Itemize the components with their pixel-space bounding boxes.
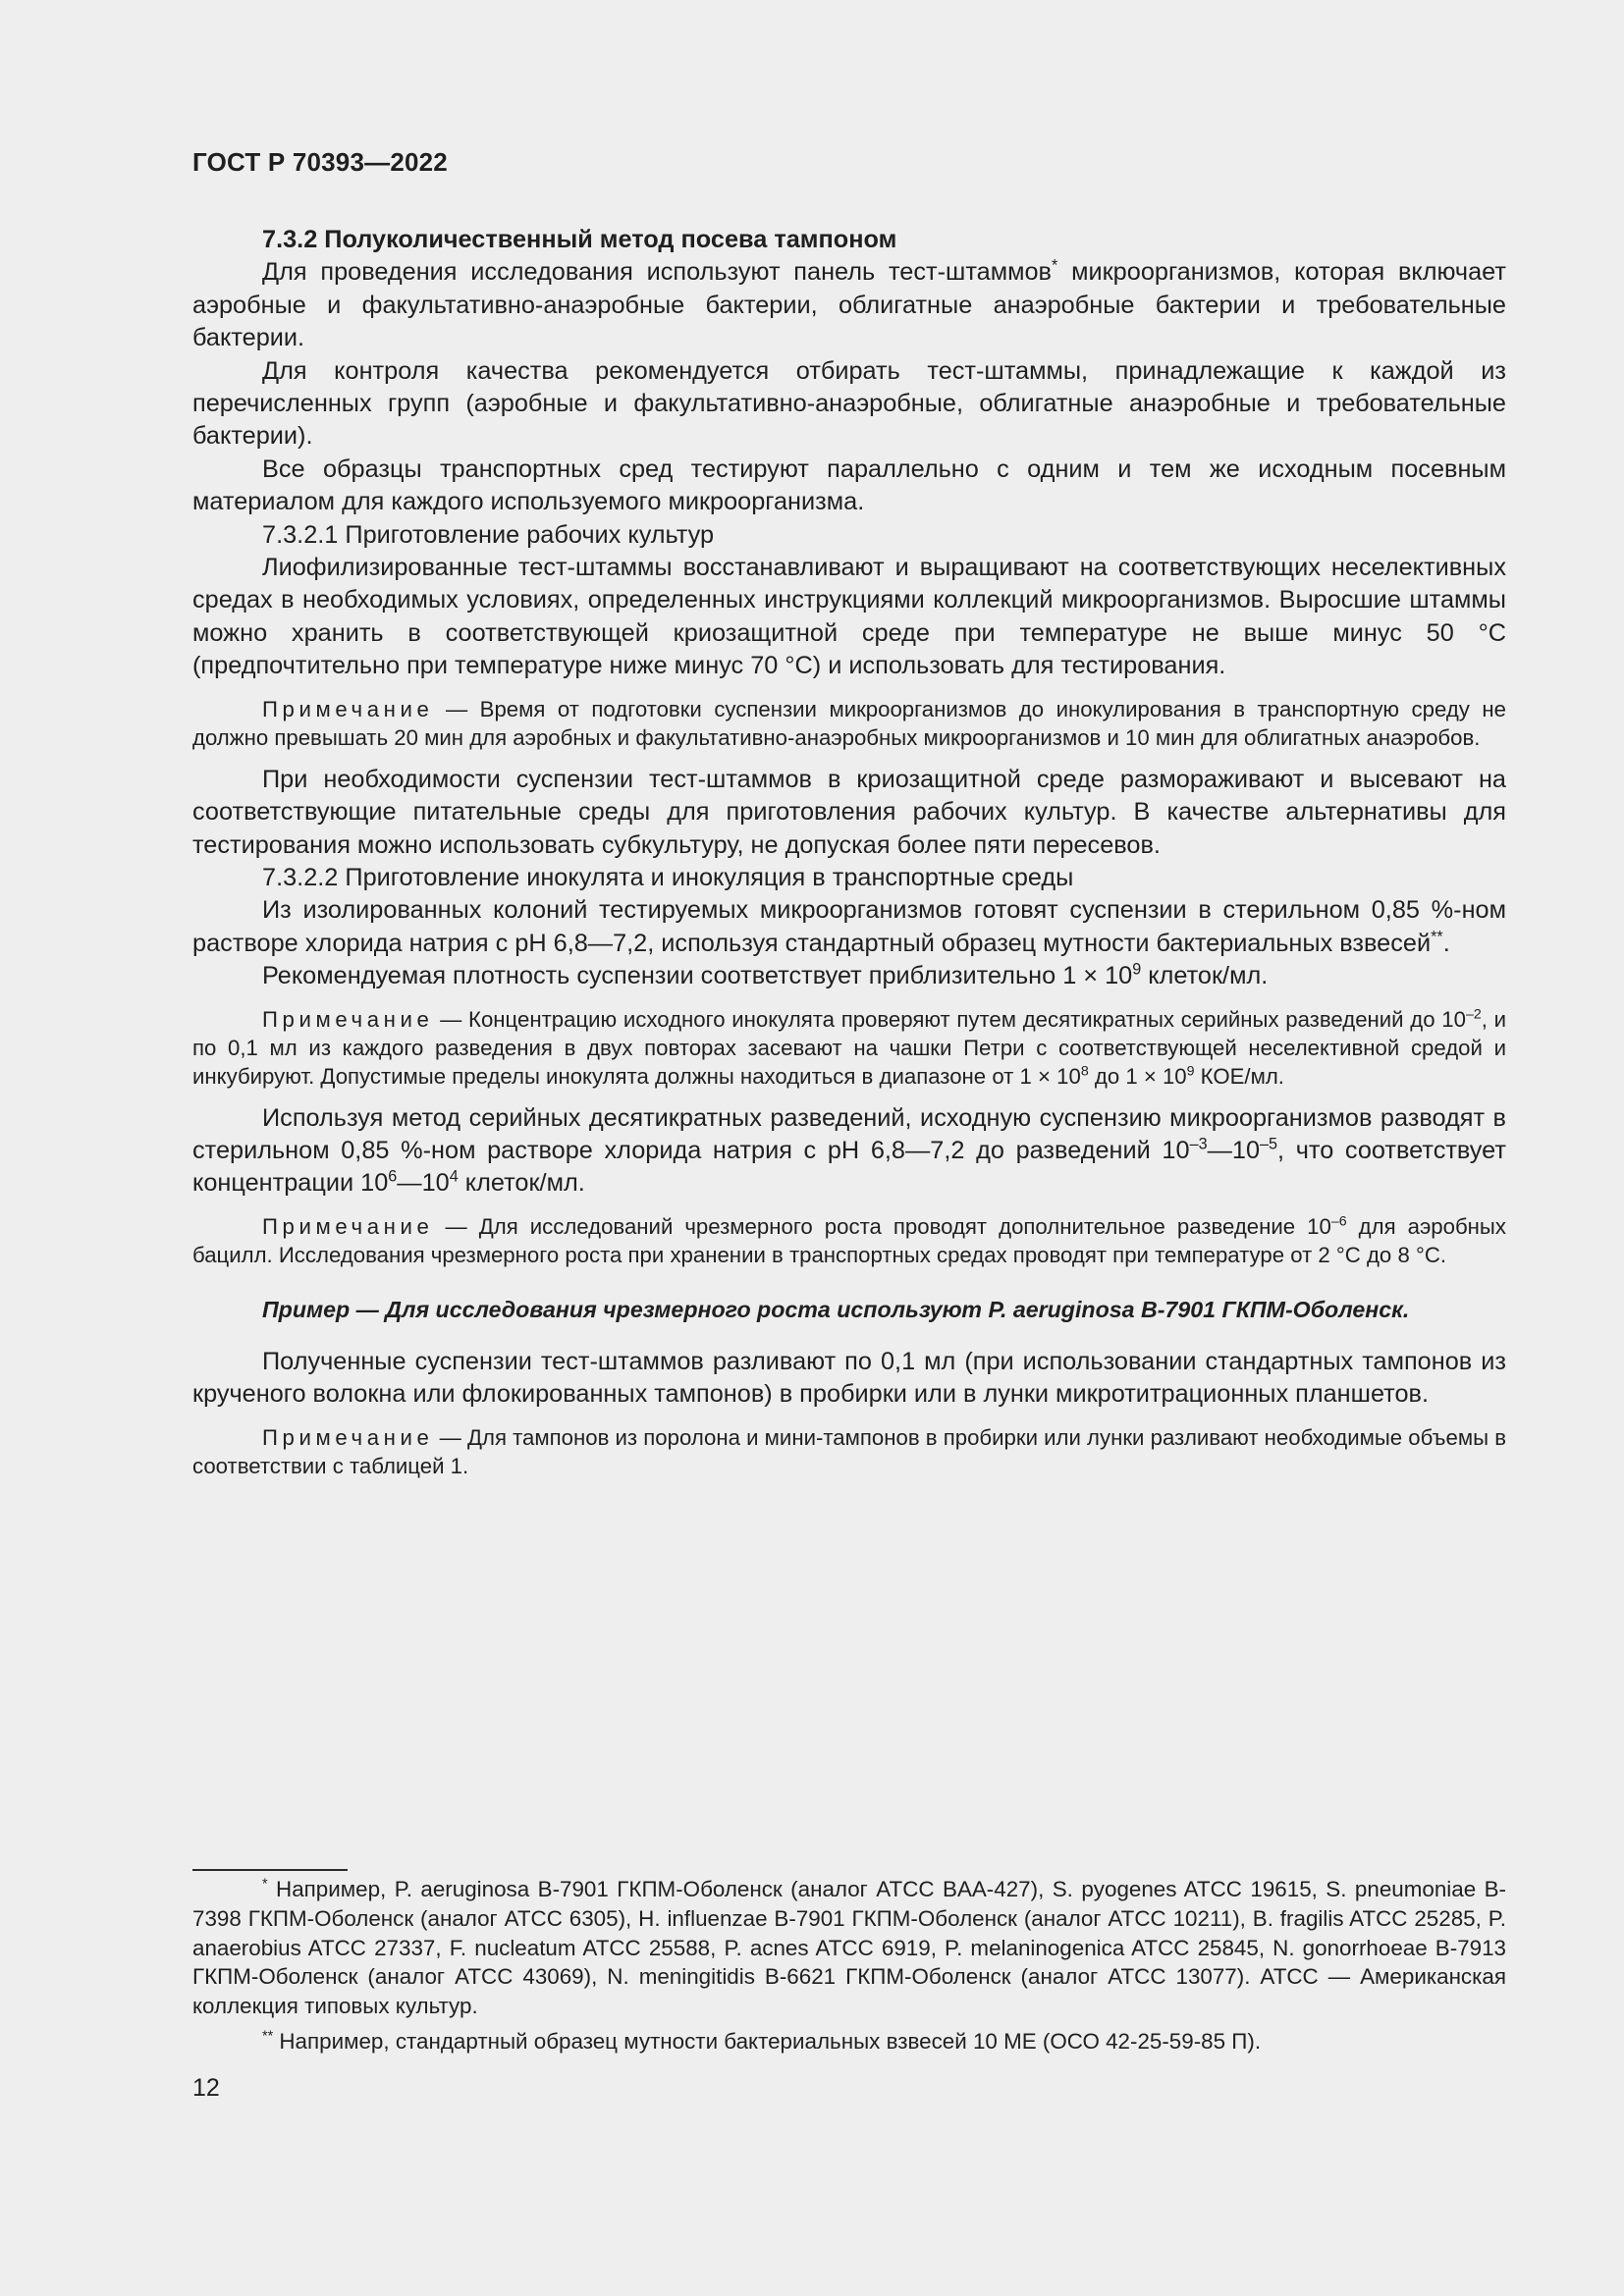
page-number: 12	[192, 2074, 220, 2102]
note-label: Примечание	[262, 696, 434, 721]
example: Пример — Для исследования чрезмерного роста используют P. aeruginosa B-7901 ГКПМ-Оболенск.	[262, 1296, 1410, 1322]
paragraph: Используя метод серийных десятикратных разведений, исходную суспензию микроорганизмов разводят в стерильном 0,85 %-ном растворе хлорида натрия с рН 6,8—7,2 до разведений $10^{-3}—10^{-5}$, что соответствует концентрации $10^6—10^4$ клеток/мл.	[192, 1103, 1506, 1198]
section-title: 7.3.2 Полуколичественный метод посева тампоном	[262, 226, 897, 253]
footnote-ref: *	[1052, 256, 1058, 275]
note: Примечание — Для тампонов из поролона и мини-тампонов в пробирки или лунки разливают необходимые объемы в соответствии с таблицей 1.	[192, 1424, 1506, 1478]
paragraph: Для контроля качества рекомендуется отбирать тест-штаммы, принадлежащие к каждой из перечисленных групп (аэробные и факультативно-анаэробные, облигатные анаэробные и требовательные бактерии).	[192, 356, 1506, 451]
footnotes	[192, 1869, 1506, 2056]
footnote-mark: *	[262, 1876, 268, 1893]
note-label: Примечание	[262, 1006, 434, 1032]
subsection-title: 7.3.2.2 Приготовление инокулята и инокуляция в транспортные среды	[262, 863, 1074, 891]
paragraph: Рекомендуемая плотность суспензии соответствует приблизительно $1 \times 10^9$ клеток/мл.	[262, 960, 1269, 990]
subsection-title: 7.3.2.1 Приготовление рабочих культур	[262, 520, 715, 549]
note-label: Примечание	[262, 1213, 434, 1239]
footnote-ref: **	[1431, 928, 1443, 946]
paragraph: Из изолированных колоний тестируемых микроорганизмов готовят суспензии в стерильном 0,85 %-ном растворе хлорида натрия с рН 6,8—7,2, используя стандартный образец мутности бактериальных взвесей**.	[192, 896, 1506, 957]
note-label: Примечание	[262, 1424, 434, 1450]
note: Примечание — Концентрацию исходного инокулята проверяют путем десятикратных серийных разведений до $10^{-2}$, и по 0,1 мл из каждого разведения в двух повторах засевают на чашки Петри с соответствующей неселективной средой и инкубируют. Допустимые пределы инокулята должны находиться в диапазоне от $1 \times 10^8$ до $1 \times 10^9$ КОЕ/мл.	[192, 1006, 1506, 1089]
document-header: ГОСТ Р 70393—2022	[192, 147, 448, 177]
paragraph: Все образцы транспортных сред тестируют параллельно с одним и тем же исходным посевным материалом для каждого используемого микроорганизма.	[192, 454, 1506, 516]
footnote: ** Например, стандартный образец мутности бактериальных взвесей 10 МЕ (ОСО 42-25-59-85 П).	[262, 2028, 1262, 2054]
footnote-mark: **	[262, 2028, 274, 2045]
note: Примечание — Время от подготовки суспензии микроорганизмов до инокулирования в транспортную среду не должно превышать 20 мин для аэробных и факультативно-анаэробных микроорганизмов и 10 мин для облигатных анаэробов.	[192, 696, 1506, 750]
paragraph: Полученные суспензии тест-штаммов разливают по 0,1 мл (при использовании стандартных тампонов из крученого волокна или флокированных тампонов) в пробирки или в лунки микротитрационных планшетов.	[192, 1347, 1506, 1409]
page-content	[192, 224, 1506, 1480]
note: Примечание — Для исследований чрезмерного роста проводят дополнительное разведение $10^{-6}$ для аэробных бацилл. Исследования чрезмерного роста при хранении в транспортных средах проводят при температуре от 2 °С до 8 °С.	[192, 1213, 1506, 1267]
footnote: * Например, P. aeruginosa B-7901 ГКПМ-Оболенск (аналог ATCC BAA-427), S. pyogenes ATCC 19615, S. pneumoniae B-7398 ГКПМ-Оболенск (аналог ATCC 6305), H. influenzae B-7901 ГКПМ-Оболенск (аналог ATCC 10211), B. fragilis ATCC 25285, P. anaerobius ATCC 27337, F. nucleatum ATCC 25588, P. acnes ATCC 6919, P. melaninogenica ATCC 25845, N. gonorrhoeae B-7913 ГКПМ-Оболенск (аналог ATCC 43069), N. meningitidis B-6621 ГКПМ-Оболенск (аналог ATCC 13077). ATCC — Американская коллекция типовых культур.	[192, 1876, 1506, 2019]
footnote-rule	[192, 1869, 348, 1871]
paragraph: При необходимости суспензии тест-штаммов в криозащитной среде размораживают и высевают на соответствующие питательные среды для приготовления рабочих культур. В качестве альтернативы для тестирования можно использовать субкультуру, не допуская более пяти пересевов.	[192, 765, 1506, 859]
paragraph: Лиофилизированные тест-штаммы восстанавливают и выращивают на соответствующих неселективных средах в необходимых условиях, определенных инструкциями коллекций микроорганизмов. Выросшие штаммы можно хранить в соответствующей криозащитной среде при температуре не выше минус 50 °С (предпочтительно при температуре ниже минус 70 °С) и использовать для тестирования.	[192, 554, 1506, 680]
paragraph: Для проведения исследования используют панель тест-штаммов* микроорганизмов, которая включает аэробные и факультативно-анаэробные бактерии, облигатные анаэробные бактерии и требовательные бактерии.	[192, 256, 1507, 352]
